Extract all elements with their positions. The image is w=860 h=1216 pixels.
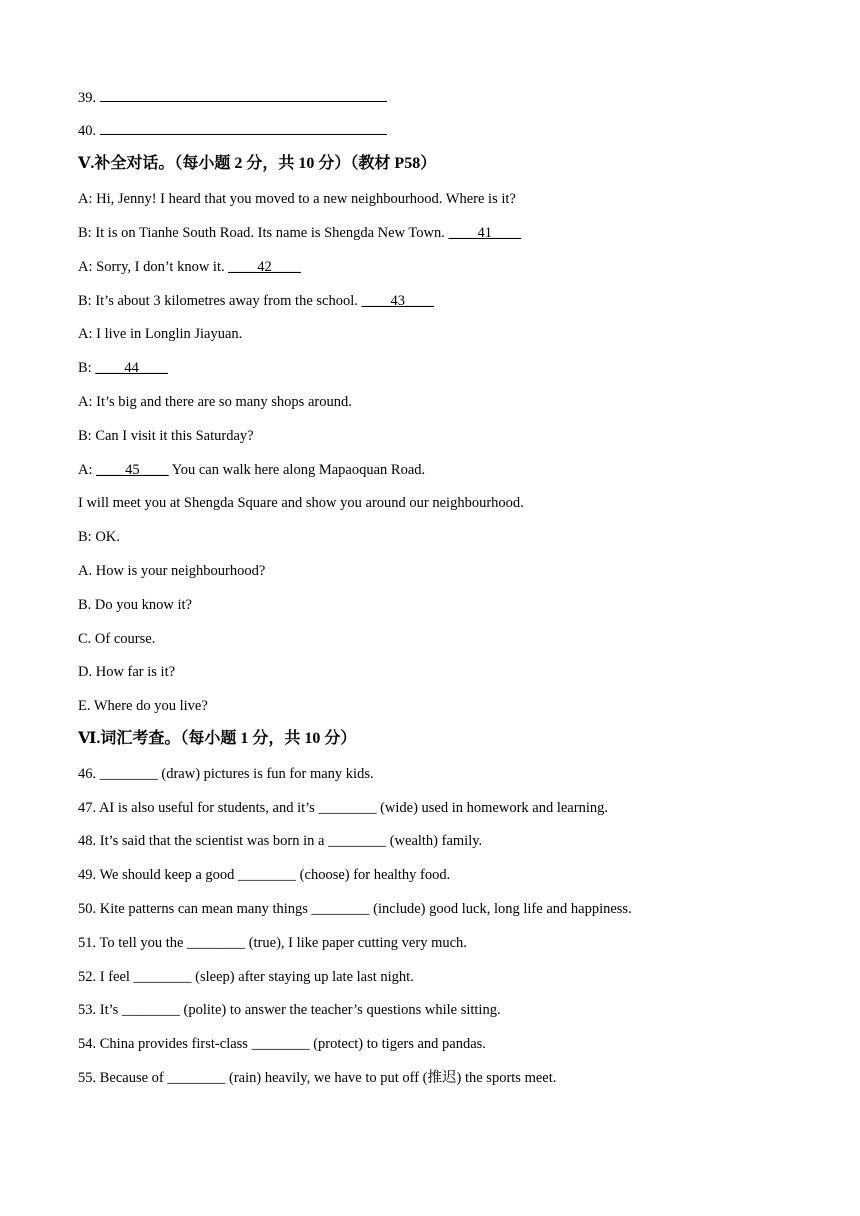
section-6-heading: Ⅵ.词汇考查。（每小题 1 分，共 10 分） (78, 730, 357, 747)
dialogue-text: B: (78, 360, 96, 376)
blank-41: ____41____ (448, 225, 521, 241)
section-5-heading: Ⅴ.补全对话。（每小题 2 分，共 10 分）（教材 P58） (78, 155, 437, 172)
answer-line-39 (78, 89, 387, 107)
vocab-item: 53. It’s ________ (polite) to answer the teacher’s questions while sitting. (78, 1002, 501, 1018)
vocab-item: 50. Kite patterns can mean many things ________ (include) good luck, long life and happiness. (78, 901, 632, 917)
dialogue-line (78, 258, 301, 276)
dialogue-text: A: Hi, Jenny! I heard that you moved to a new neighbourhood. Where is it? (78, 191, 516, 207)
dialogue-text: A: (78, 462, 97, 478)
dialogue-text: A: Sorry, I don’t know it. (78, 259, 229, 275)
vocab-item: 55. Because of ________ (rain) heavily, we have to put off (推迟) the sports meet. (78, 1070, 557, 1086)
dialogue-line (78, 528, 120, 546)
dialogue-line (78, 224, 521, 242)
dialogue-line (78, 292, 434, 310)
dialogue-text: A: It’s big and there are so many shops around. (78, 394, 352, 410)
dialogue-line (78, 359, 168, 377)
dialogue-text: B: OK. (78, 529, 120, 545)
dialogue-line (78, 427, 254, 445)
dialogue-line (78, 494, 524, 512)
dialogue-text: A: I live in Longlin Jiayuan. (78, 326, 243, 342)
vocab-item: 48. It’s said that the scientist was born in a ________ (wealth) family. (78, 833, 483, 849)
answer-line-number: 40. (78, 123, 97, 139)
dialogue-line (78, 325, 242, 343)
vocab-item: 47. AI is also useful for students, and it’s ________ (wide) used in homework and learning. (78, 800, 608, 816)
dialogue-text-after: You can walk here along Mapaoquan Road. (168, 462, 426, 478)
option-item: E. Where do you live? (78, 698, 208, 714)
answer-line-number: 39. (78, 90, 97, 106)
dialogue-text: B: It is on Tianhe South Road. Its name is Shengda New Town. (78, 225, 449, 241)
dialogue-text: I will meet you at Shengda Square and show you around our neighbourhood. (78, 495, 524, 511)
blank-43: ____43____ (361, 293, 435, 309)
vocab-item: 49. We should keep a good ________ (choose) for healthy food. (78, 867, 451, 883)
option-item: C. Of course. (78, 631, 156, 647)
blank-44: ____44____ (95, 360, 168, 376)
dialogue-text: B: It’s about 3 kilometres away from the school. (78, 293, 362, 309)
vocab-item: 52. I feel ________ (sleep) after staying up late last night. (78, 969, 414, 985)
option-item: B. Do you know it? (78, 597, 192, 613)
vocab-item: 51. To tell you the ________ (true), I like paper cutting very much. (78, 935, 467, 951)
vocab-item: 54. China provides first-class ________ (protect) to tigers and pandas. (78, 1036, 486, 1052)
answer-underline (100, 89, 387, 102)
dialogue-line (78, 190, 516, 208)
answer-underline (100, 122, 387, 135)
option-item: D. How far is it? (78, 664, 176, 680)
dialogue-line (78, 393, 352, 411)
dialogue-line (78, 461, 425, 479)
vocab-item: 46. ________ (draw) pictures is fun for many kids. (78, 766, 374, 782)
option-item: A. How is your neighbourhood? (78, 563, 266, 579)
answer-line-40 (78, 122, 387, 140)
blank-42: ____42____ (228, 259, 301, 275)
dialogue-text: B: Can I visit it this Saturday? (78, 428, 254, 444)
blank-45: ____45____ (96, 462, 169, 478)
